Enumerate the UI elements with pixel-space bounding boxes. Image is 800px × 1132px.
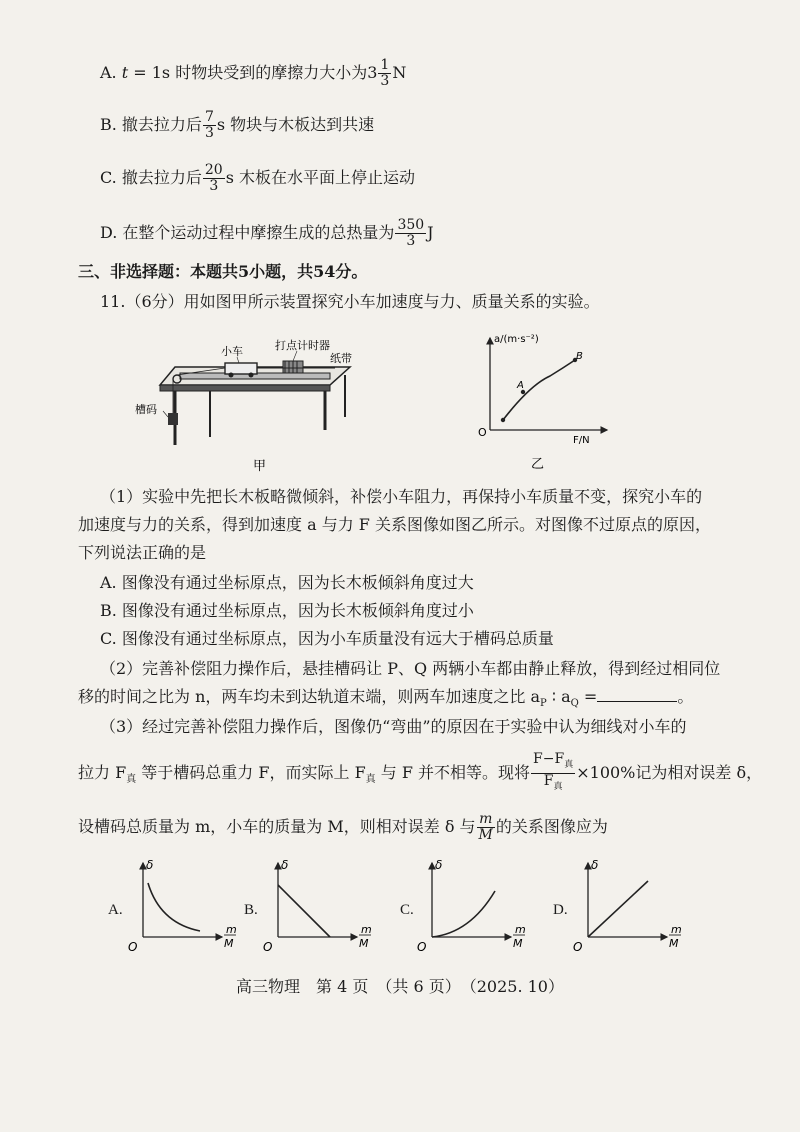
caption-yi: 乙	[531, 457, 545, 472]
table-edge	[160, 385, 330, 391]
label-weight: 槽码	[135, 403, 157, 416]
svg-text:M: M	[224, 937, 234, 950]
graph-option-d-label[interactable]: D.	[553, 902, 568, 918]
label-cart: 小车	[221, 345, 243, 358]
graph-a	[128, 858, 237, 954]
fraction-20-3: $\frac{20}{3}$	[204, 162, 223, 194]
q11-option-c: C. 图像没有通过坐标原点，因为小车质量没有远大于槽码总质量	[100, 629, 554, 648]
fraction-7-3: $\frac{7}{3}$	[204, 109, 214, 141]
graph-c	[417, 858, 526, 954]
svg-text:O: O	[263, 940, 273, 954]
answer-graphs	[0, 855, 800, 960]
graph-b	[263, 858, 372, 954]
page-footer: 高三物理 第 4 页 （共 6 页） （2025. 10）	[236, 977, 564, 996]
hanging-weight	[168, 413, 178, 425]
q10-option-a: A. t = 1s 时物块受到的摩擦力大小为3 $\frac{1}{3}$ N	[100, 57, 407, 89]
label-timer: 打点计时器	[275, 339, 330, 352]
svg-text:δ: δ	[146, 858, 154, 872]
fraction-m-over-M: $\frac{m}{M}$	[478, 811, 493, 843]
q10-option-c: C. 撤去拉力后 $\frac{20}{3}$ s 木板在水平面上停止运动	[100, 162, 415, 194]
fraction-1-3: $\frac{1}{3}$	[380, 57, 390, 89]
svg-text:m: m	[515, 923, 526, 936]
svg-text:O: O	[128, 940, 138, 954]
q11-p1-line1: （1）实验中先把长木板略微倾斜，补偿小车阻力，再保持小车质量不变，探究小车的	[100, 487, 703, 506]
fraction-350-3: $\frac{350}{3}$	[397, 217, 425, 249]
q11-intro: 11.（6分）用如图甲所示装置探究小车加速度与力、质量关系的实验。	[100, 292, 600, 311]
q11-p3-line3: 设槽码总质量为 m，小车的质量为 M，则相对误差 δ 与 $\frac{m}{M}$ 的关系图像应为	[78, 811, 608, 843]
svg-text:δ: δ	[591, 858, 599, 872]
graph-b-line	[278, 885, 330, 937]
graph-yi-origin: O	[478, 426, 487, 439]
graph-yi-x-label: F/N	[573, 435, 590, 446]
q11-p3-line1: （3）经过完善补偿阻力操作后，图像仍“弯曲”的原因在于实验中认为细线对小车的	[100, 717, 687, 736]
svg-text:m: m	[671, 923, 682, 936]
q11-p2-line1: （2）完善补偿阻力操作后，悬挂槽码让 P、Q 两辆小车都由静止释放，得到经过相同位	[100, 659, 721, 678]
relative-error-fraction: $\frac{F-F_真}{F_真}$	[533, 751, 574, 792]
a-f-curve	[503, 360, 575, 420]
q11-option-a: A. 图像没有通过坐标原点，因为长木板倾斜角度过大	[100, 573, 474, 592]
graph-d-line	[588, 881, 648, 937]
q11-p1-line2: 加速度与力的关系，得到加速度 a 与力 F 关系图像如图乙所示。对图像不过原点的原因，	[78, 515, 711, 534]
graph-c-curve	[432, 891, 495, 937]
figure-jia-apparatus	[135, 335, 360, 475]
graph-option-b-label[interactable]: B.	[244, 902, 258, 918]
cart	[225, 363, 257, 374]
svg-text:M: M	[669, 937, 679, 950]
answer-blank[interactable]	[597, 687, 677, 702]
caption-jia: 甲	[253, 459, 267, 474]
point-b-label: B	[576, 351, 583, 362]
svg-text:m: m	[361, 923, 372, 936]
graph-option-a-label[interactable]: A.	[108, 902, 123, 918]
graph-option-c-label[interactable]: C.	[400, 902, 414, 918]
svg-text:O: O	[573, 940, 583, 954]
q11-p1-line3: 下列说法正确的是	[78, 543, 207, 562]
svg-text:m: m	[226, 923, 237, 936]
svg-text:O: O	[417, 940, 427, 954]
q11-p2-line2: 移的时间之比为 n，两车均未到达轨道末端，则两车加速度之比 $a_P$ ∶ $a_Q$ = 。	[78, 687, 694, 710]
q10-option-b: B. 撤去拉力后 $\frac{7}{3}$ s 物块与木板达到共速	[100, 109, 375, 141]
graph-yi-y-label: a/(m·s⁻²)	[494, 334, 539, 345]
q10-option-d: D. 在整个运动过程中摩擦生成的总热量为 $\frac{350}{3}$ J	[100, 217, 434, 249]
figure-yi-graph	[475, 330, 625, 475]
svg-text:M: M	[359, 937, 369, 950]
svg-text:δ: δ	[281, 858, 289, 872]
graph-a-curve	[148, 883, 200, 931]
label-tape: 纸带	[330, 352, 352, 365]
section-3-heading: 三、非选择题：本题共5小题，共54分。	[78, 262, 368, 281]
svg-text:δ: δ	[435, 858, 443, 872]
graph-d	[573, 858, 682, 954]
q11-option-b: B. 图像没有通过坐标原点，因为长木板倾斜角度过小	[100, 601, 474, 620]
point-a-label: A	[517, 380, 524, 391]
svg-text:M: M	[513, 937, 523, 950]
q11-p3-line2: 拉力 $F_真$ 等于槽码总重力 F，而实际上 $F_真$ 与 F 并不相等。现将 $\frac{F-F_真}{F_真}$ ×100%记为相对误差 δ，	[78, 752, 762, 795]
